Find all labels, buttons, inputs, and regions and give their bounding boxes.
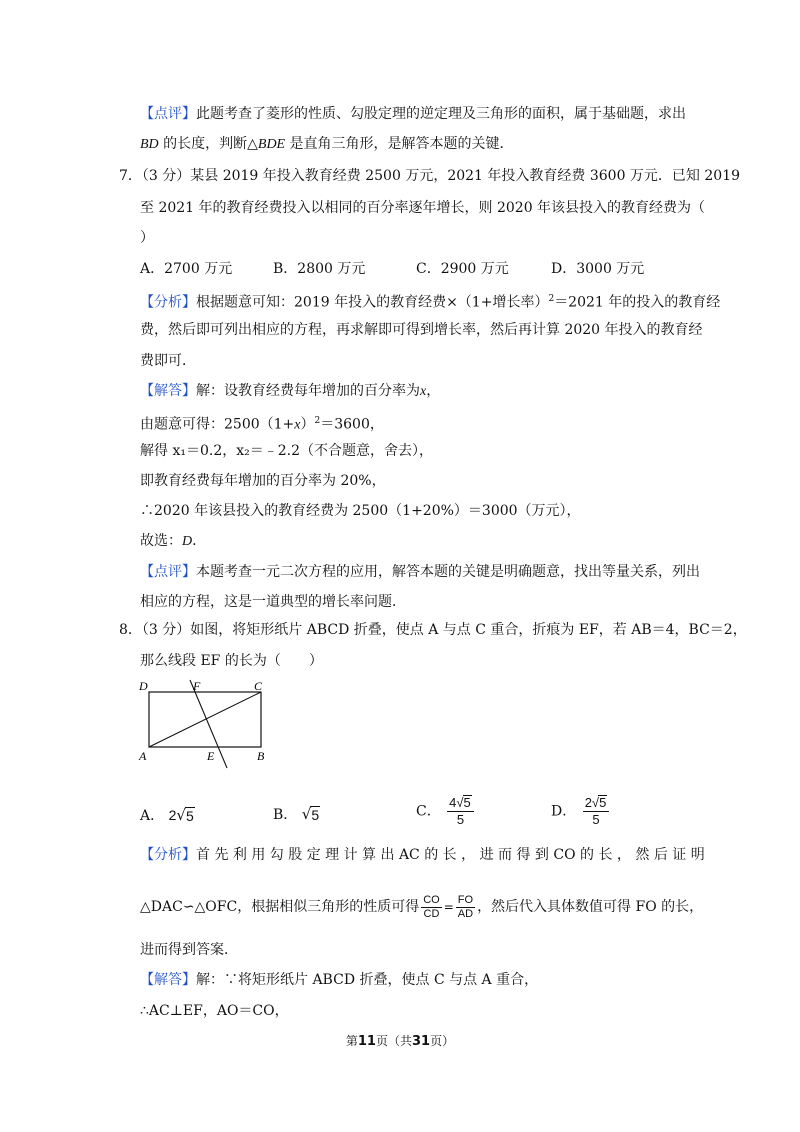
q8-option-b: [273, 805, 320, 825]
q7-analysis-text-1b: ＝2021 年的投入的教育经: [554, 294, 721, 311]
sqrt-icon: √: [301, 805, 312, 823]
diagonal-ac: [149, 692, 261, 747]
q7-answer-line-4: 即教育经费每年增加的百分率为 20%，: [140, 473, 386, 489]
review-6-text-2: 的长度，判断△: [158, 136, 258, 152]
label-b: B: [257, 749, 265, 763]
variable-x-2: x: [294, 417, 301, 433]
equals-sign: =: [443, 900, 454, 914]
q7-option-d: D．3000 万元: [551, 261, 645, 277]
fraction-d: [583, 795, 610, 828]
ratio-co-cd-denominator: CD: [423, 907, 440, 920]
fraction-d-denominator: 5: [592, 812, 600, 827]
q8-analysis-text-1: 首 先 利 用 勾 股 定 理 计 算 出 AC 的 长 ， 进 而 得 到 CO 的 长 ， 然 后 证 明: [196, 847, 705, 863]
radicand-d: 5: [599, 795, 607, 810]
q7-answer-text-2b: ）: [300, 416, 315, 433]
q7-analysis-text-1a: 根据题意可知：2019 年投入的教育经费×（1+增长率）: [196, 294, 549, 311]
option-d-label: D．: [551, 803, 577, 820]
label-d: D: [139, 679, 148, 693]
question-8-line-1: 8．（3 分）如图，将矩形纸片 ABCD 折叠，使点 A 与点 C 重合，折痕为 EF，若 AB＝4，BC＝2，: [119, 622, 747, 638]
segment-bd: BD: [140, 137, 159, 152]
q7-answer-line-6: [140, 531, 206, 552]
q8-analysis-line-1: [140, 845, 705, 865]
sqrt-expr-d: [592, 795, 607, 810]
option-b-label: B．: [273, 807, 298, 823]
question-7-line-1: 7．（3 分）某县 2019 年投入教育经费 2500 万元，2021 年投入教育经费 3600 万元．已知 2019: [119, 168, 741, 184]
review-6-line-1: [140, 104, 686, 124]
option-c-label: C．: [416, 803, 441, 820]
ratio-co-cd-numerator: CO: [423, 893, 440, 906]
radicand: 5: [185, 808, 194, 824]
q7-review-line-2: 相应的方程，这是一道典型的增长率问题．: [140, 594, 406, 610]
page-footer: [0, 1032, 800, 1049]
q7-analysis-line-1: [140, 289, 720, 313]
fraction-d-numerator: [583, 795, 610, 812]
footer-post: 页）: [430, 1034, 455, 1048]
option-c-coef: 4: [449, 795, 457, 810]
label-f: F: [193, 679, 201, 693]
radicand-c: 5: [463, 795, 471, 810]
ratio-fo-ad-denominator: AD: [457, 907, 474, 920]
review-tag-2: 【点评】: [140, 564, 196, 580]
triangle-bde: BDE: [257, 137, 286, 152]
q7-answer-text-2c: ＝3600，: [320, 416, 384, 433]
option-a-coef: 2: [168, 807, 177, 823]
q7-answer-line-3: 解得 x₁＝0.2，x₂＝﹣2.2（不合题意，舍去），: [140, 443, 433, 459]
ratio-co-cd: [421, 894, 442, 921]
analysis-tag: 【分析】: [140, 294, 196, 311]
variable-x: x: [420, 384, 427, 399]
q8-option-a: [140, 805, 195, 826]
q7-analysis-line-2: 费，然后即可列出相应的方程，再求解即可得到增长率，然后再计算 2020 年投入的教育经: [140, 322, 703, 338]
q7-review-text-1: 本题考查一元二次方程的应用，解答本题的关键是明确题意，找出等量关系，列出: [196, 564, 700, 580]
analysis-tag-2: 【分析】: [140, 847, 196, 863]
option-d-coef: 2: [584, 795, 592, 810]
review-6-text: 此题考查了菱形的性质、勾股定理的逆定理及三角形的面积，属于基础题，求出: [196, 106, 686, 122]
sqrt-expr-b: [302, 805, 320, 823]
q8-answer-line-1: [140, 970, 538, 990]
question-7-line-3: ）: [140, 230, 154, 246]
radicand-b: 5: [311, 807, 320, 823]
q7-option-c: C．2900 万元: [416, 261, 509, 277]
page-number: 11: [357, 1034, 376, 1049]
q8-answer-line-2: ∴AC⊥EF，AO＝CO，: [140, 1003, 289, 1019]
sqrt-icon: √: [456, 795, 464, 810]
answer-choice: D: [182, 534, 193, 549]
sqrt-expr-c: [456, 795, 471, 810]
review-6-line-2: [140, 134, 514, 155]
q8-answer-text-1: 解：∵将矩形纸片 ABCD 折叠，使点 C 与点 A 重合，: [196, 972, 539, 988]
q7-answer-text-6a: 故选：: [140, 533, 182, 549]
option-a-label: A．: [140, 808, 165, 824]
review-6-text-3: 是直角三角形，是解答本题的关键．: [285, 136, 514, 152]
sqrt-expr: [176, 806, 194, 824]
q7-analysis-line-3: 费即可．: [140, 353, 196, 369]
sqrt-icon: √: [176, 806, 186, 824]
question-7-line-2: 至 2021 年的教育经费投入以相同的百分率逐年增长，则 2020 年该县投入的教育经费为（: [140, 200, 706, 216]
q7-answer-line-1: [140, 381, 440, 402]
sqrt-icon: √: [591, 795, 600, 810]
q8-option-d: [551, 795, 611, 828]
q7-answer-line-2: [140, 411, 384, 436]
q7-answer-text-6b: ．: [192, 533, 207, 549]
q7-answer-text-1b: ，: [426, 383, 441, 399]
q7-answer-text-1: 解：设教育经费每年增加的百分率为: [196, 383, 420, 399]
answer-tag: 【解答】: [140, 383, 196, 399]
fraction-c: [447, 795, 474, 828]
label-a: A: [139, 749, 147, 763]
superscript-2: 2: [314, 416, 321, 426]
q7-option-a: A．2700 万元: [140, 261, 233, 277]
question-8-line-2: 那么线段 EF 的长为（ ）: [140, 653, 323, 669]
ratio-fo-ad: [456, 894, 475, 921]
q7-option-b: B．2800 万元: [273, 261, 366, 277]
footer-pre: 第: [345, 1034, 358, 1048]
q8-analysis-text-2a: △DAC∽△OFC，根据相似三角形的性质可得: [140, 899, 420, 915]
label-c: C: [254, 679, 263, 693]
q8-option-c: [416, 795, 476, 828]
fraction-c-numerator: [447, 795, 474, 812]
q7-answer-line-5: ∴2020 年该县投入的教育经费为 2500（1+20%）＝3000（万元），: [140, 503, 581, 519]
answer-tag-2: 【解答】: [140, 972, 196, 988]
label-e: E: [207, 749, 215, 763]
q8-analysis-text-2b: ，然后代入具体数值可得 FO 的长，: [477, 899, 704, 915]
total-pages: 31: [412, 1034, 431, 1049]
q7-answer-text-2a: 由题意可得：2500（1+: [140, 416, 295, 433]
review-tag: 【点评】: [140, 106, 196, 122]
footer-mid: 页（共: [375, 1034, 412, 1048]
rectangle-fold-figure: [135, 672, 275, 772]
q8-analysis-line-3: 进而得到答案．: [140, 942, 238, 958]
ratio-fo-ad-numerator: FO: [457, 893, 474, 906]
superscript: 2: [548, 294, 555, 304]
q7-review-line-1: [140, 562, 700, 582]
fraction-c-denominator: 5: [456, 812, 465, 827]
q8-analysis-line-2: [140, 892, 703, 922]
